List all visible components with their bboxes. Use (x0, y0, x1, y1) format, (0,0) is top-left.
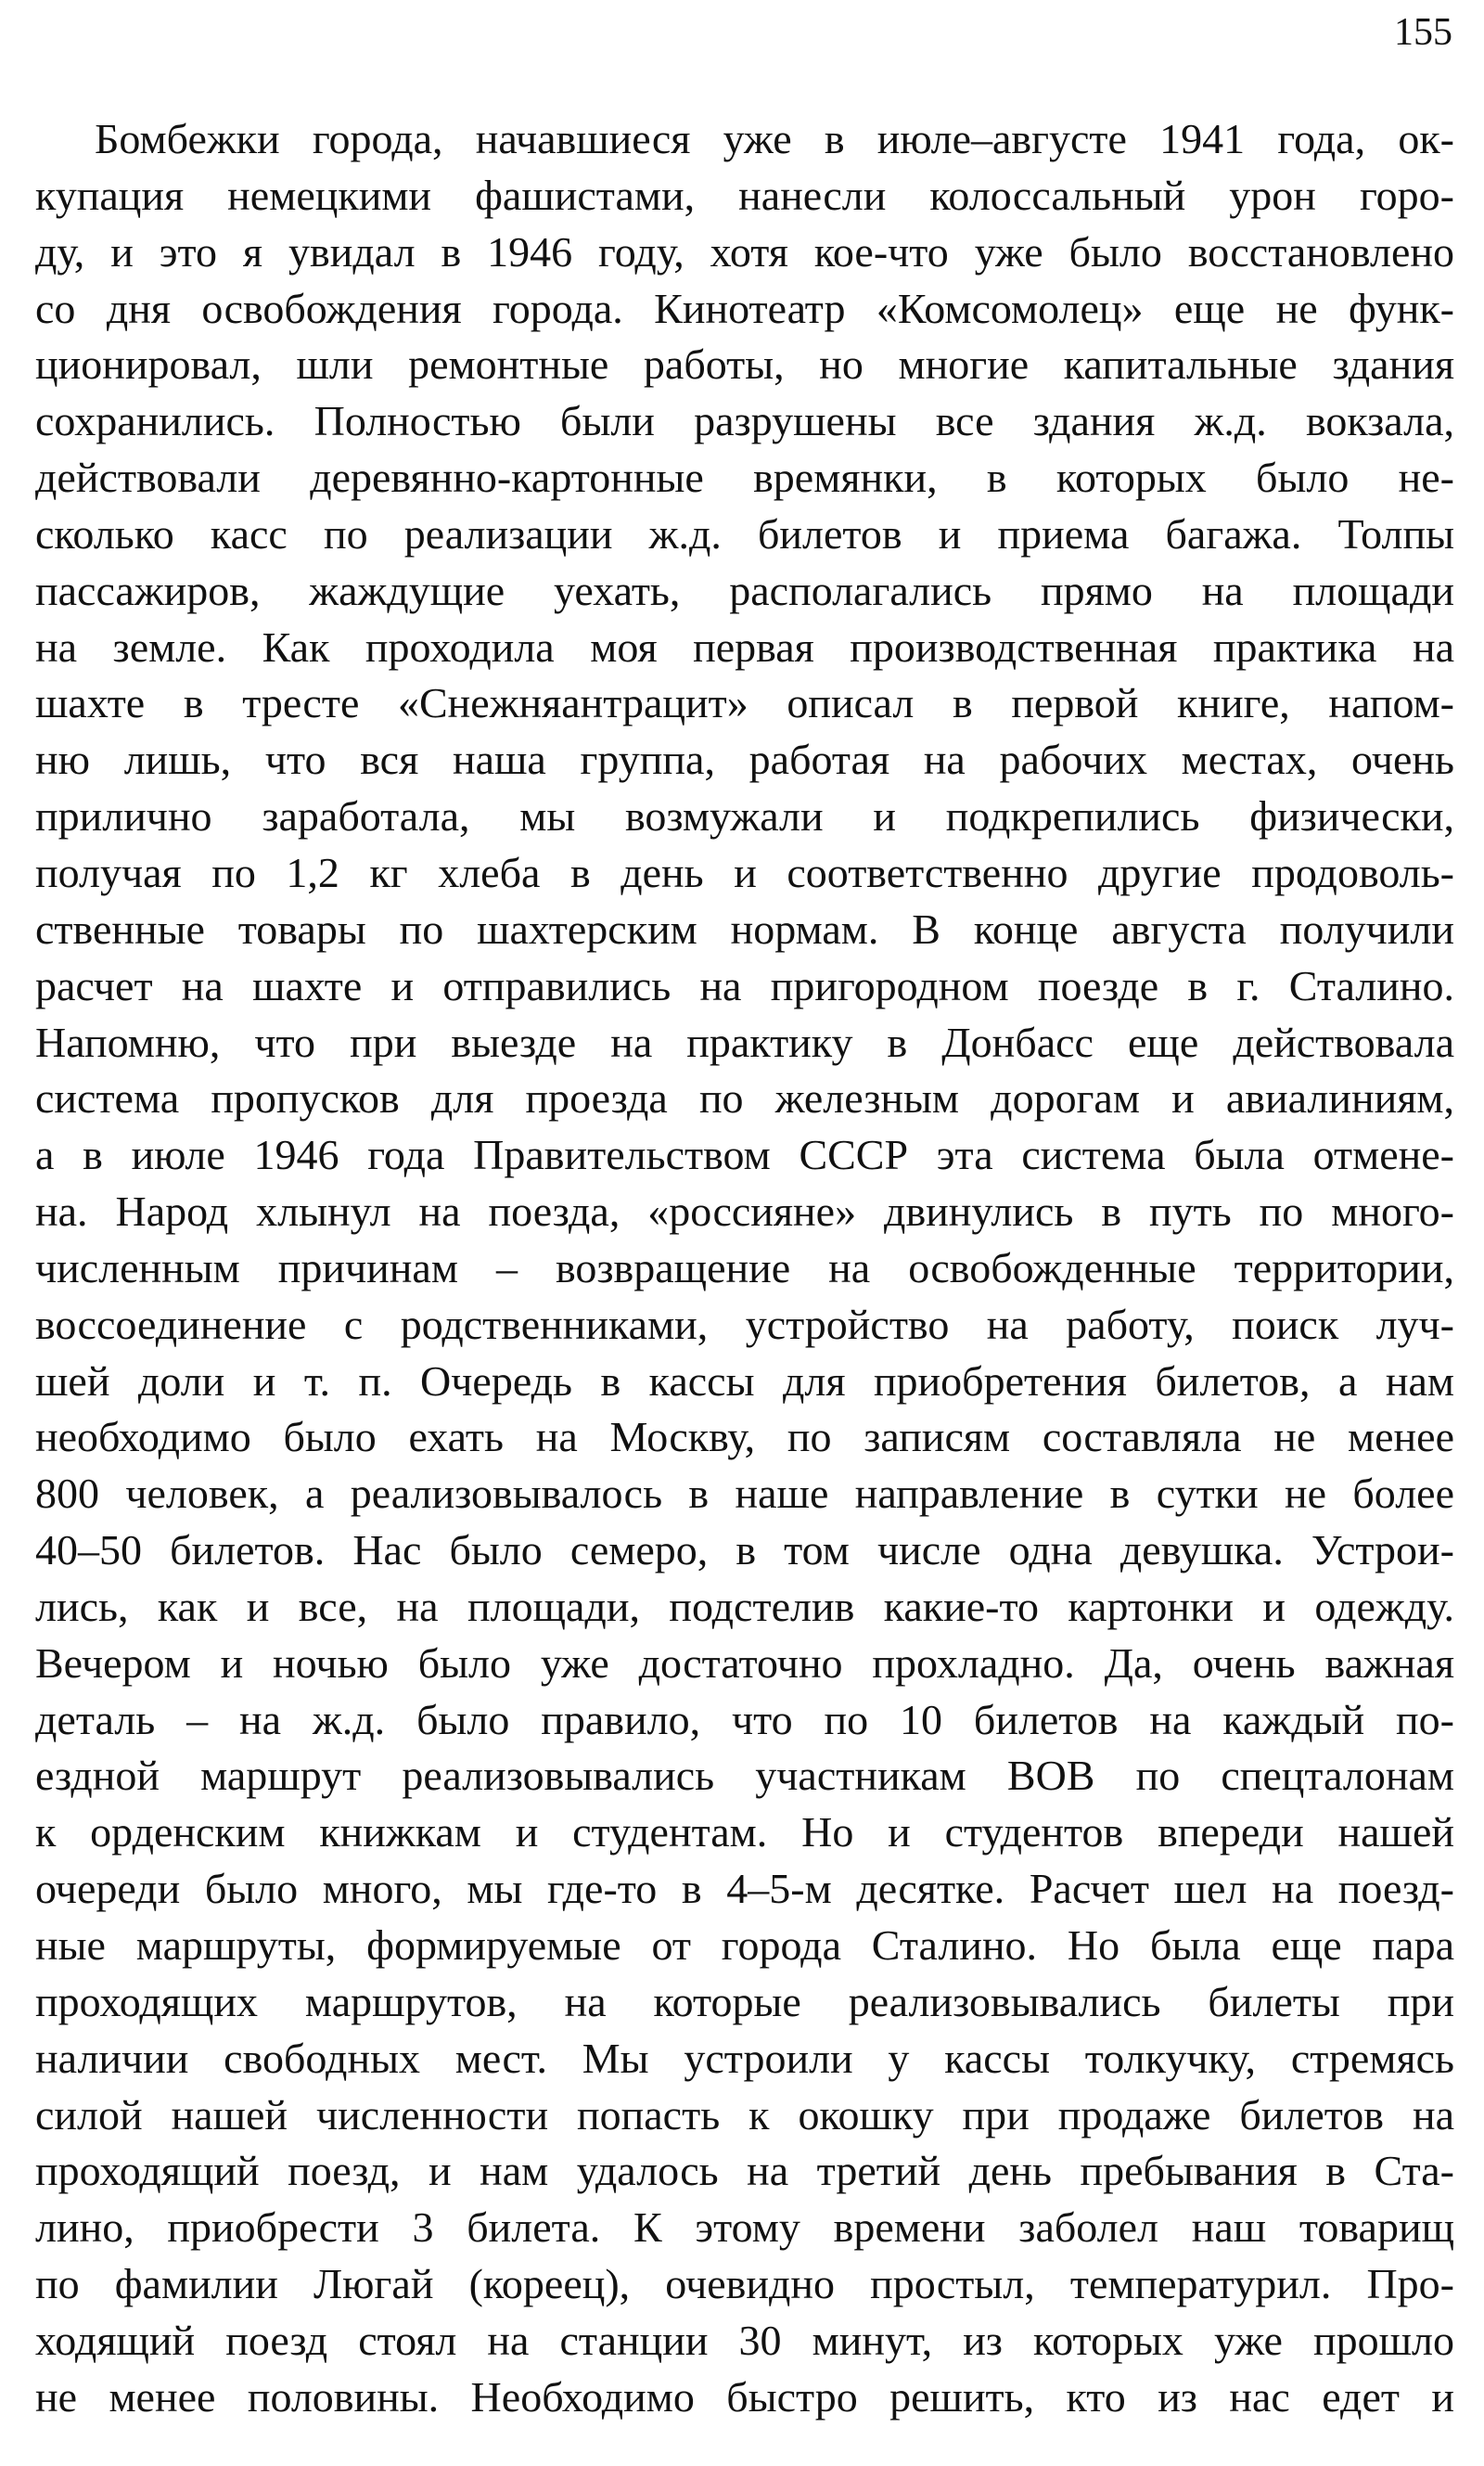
text-line: к орденским книжкам и студентам. Но и студентов впереди нашей (35, 1808, 1454, 1856)
text-line: численным причинам – возвращение на освобожденные территории, (35, 1243, 1454, 1291)
text-line: на земле. Как проходила моя первая производственная практика на (35, 623, 1454, 671)
text-line: получая по 1,2 кг хлеба в день и соответственно другие продоволь- (35, 848, 1454, 896)
text-line: по фамилии Люгай (кореец), очевидно простыл, температурил. Про- (35, 2260, 1454, 2308)
text-line: Напомню, что при выезде на практику в Донбасс еще действовала (35, 1018, 1454, 1066)
text-line: деталь – на ж.д. было правило, что по 10 билетов на каждый по- (35, 1695, 1454, 1743)
text-line: лись, как и все, на площади, подстелив какие-то картонки и одежду. (35, 1582, 1454, 1630)
text-line: проходящий поезд, и нам удалось на третий день пребывания в Ста- (35, 2147, 1454, 2195)
text-line: шахте в тресте «Снежняантрацит» описал в первой книге, напом- (35, 679, 1454, 727)
text-line: со дня освобождения города. Кинотеатр «Комсомолец» еще не функ- (35, 284, 1454, 332)
text-line: не менее половины. Необходимо быстро решить, кто из нас едет и (35, 2372, 1454, 2421)
text-line: проходящих маршрутов, на которые реализовывались билеты при (35, 1977, 1454, 2025)
text-line: воссоединение с родственниками, устройство на работу, поиск луч- (35, 1300, 1454, 1348)
text-line: на. Народ хлынул на поезда, «россияне» двинулись в путь по много- (35, 1188, 1454, 1236)
text-line: сколько касс по реализации ж.д. билетов и приема багажа. Толпы (35, 509, 1454, 558)
text-line: пассажиров, жаждущие уехать, располагались прямо на площади (35, 566, 1454, 614)
text-line: прилично заработала, мы возмужали и подкрепились физически, (35, 792, 1454, 841)
text-line: 40–50 билетов. Нас было семеро, в том числе одна девушка. Устрои- (35, 1526, 1454, 1574)
text-line: ходящий поезд стоял на станции 30 минут, из которых уже прошло (35, 2316, 1454, 2364)
text-line: действовали деревянно-картонные времянки, в которых было не- (35, 454, 1454, 502)
text-line: шей доли и т. п. Очередь в кассы для приобретения билетов, а нам (35, 1356, 1454, 1405)
text-line: Бомбежки города, начавшиеся уже в июле–августе 1941 года, ок- (95, 115, 1454, 162)
text-line: расчет на шахте и отправились на пригородном поезде в г. Сталино. (35, 961, 1454, 1009)
text-line: ду, и это я увидал в 1946 году, хотя кое-что уже было восстановлено (35, 227, 1454, 276)
text-line: лино, приобрести 3 билета. К этому времени заболел наш товарищ (35, 2203, 1454, 2252)
text-line: система пропусков для проезда по железным дорогам и авиалиниям, (35, 1074, 1454, 1123)
text-line: необходимо было ехать на Москву, по записям составляла не менее (35, 1413, 1454, 1461)
body-text (35, 111, 1454, 2426)
text-line: ственные товары по шахтерским нормам. В конце августа получили (35, 905, 1454, 953)
text-line: ционировал, шли ремонтные работы, но многие капитальные здания (35, 340, 1454, 389)
page-number: 155 (1394, 11, 1452, 54)
text-line: наличии свободных мест. Мы устроили у кассы толкучку, стремясь (35, 2034, 1454, 2082)
text-line: купация немецкими фашистами, нанесли колоссальный урон горо- (35, 171, 1454, 219)
text-line: 800 человек, а реализовывалось в наше направление в сутки не более (35, 1470, 1454, 1518)
text-line: а в июле 1946 года Правительством СССР эта система была отмене- (35, 1131, 1454, 1179)
text-line: Вечером и ночью было уже достаточно прохладно. Да, очень важная (35, 1638, 1454, 1687)
text-line: ню лишь, что вся наша группа, работая на рабочих местах, очень (35, 736, 1454, 784)
text-line: сохранились. Полностью были разрушены все здания ж.д. вокзала, (35, 397, 1454, 445)
text-line: ездной маршрут реализовывались участникам ВОВ по спецталонам (35, 1752, 1454, 1800)
text-line: силой нашей численности попасть к окошку при продаже билетов на (35, 2090, 1454, 2138)
text-line: ные маршруты, формируемые от города Сталино. Но была еще пара (35, 1921, 1454, 1969)
text-line: очереди было много, мы где-то в 4–5-м десятке. Расчет шел на поезд- (35, 1865, 1454, 1913)
